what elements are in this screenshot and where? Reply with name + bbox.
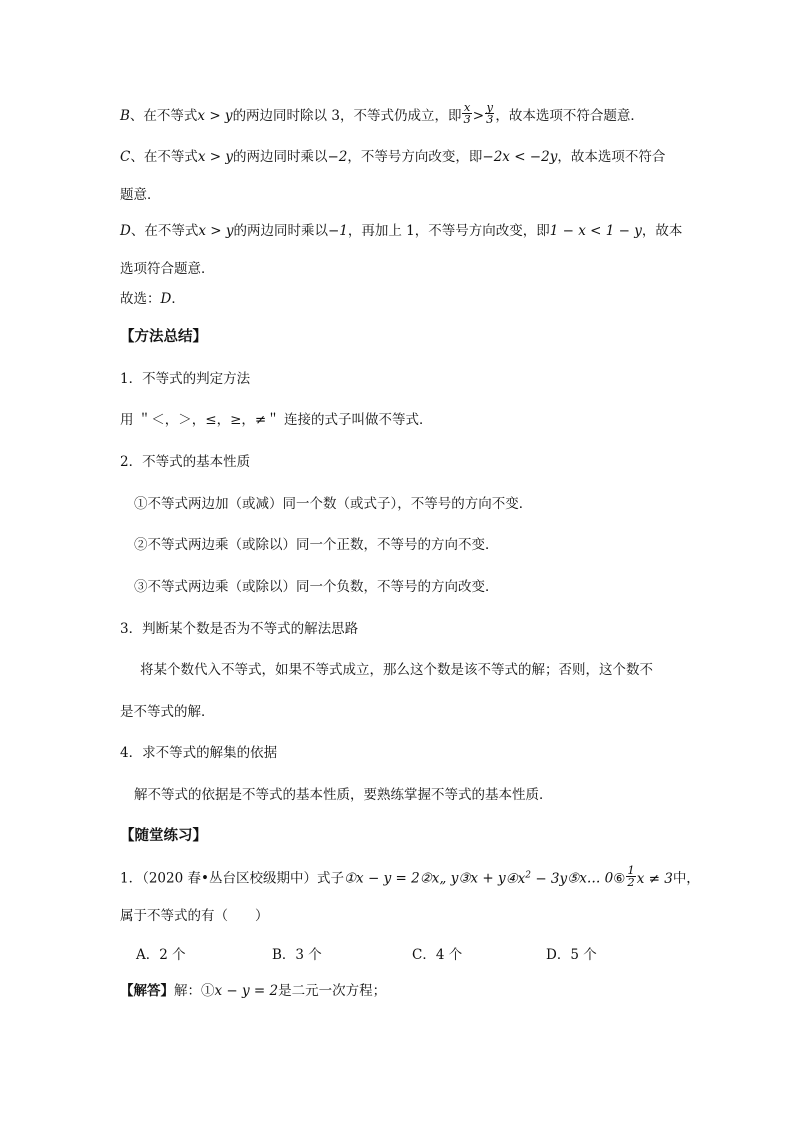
expression-3: ③x + y xyxy=(458,870,506,887)
expression-1: ①x − y = 2 xyxy=(343,870,420,887)
method-item-2-point-3: ③不等式两边乘（或除以）同一个负数，不等号的方向改变． xyxy=(134,579,499,595)
method-item-3-text-cont: 是不等式的解． xyxy=(120,704,215,720)
answer-choice-line: 故选：D． xyxy=(120,291,185,307)
fraction-x-over-3: $\frac{x}{3}$ xyxy=(463,100,471,126)
method-item-4-text: 解不等式的依据是不等式的基本性质，要熟练掌握不等式的基本性质． xyxy=(134,787,553,803)
method-item-2-point-1: ①不等式两边加（或减）同一个数（或式子），不等号的方向不变． xyxy=(134,496,533,512)
practice-heading: 【随堂练习】 xyxy=(120,827,207,844)
fraction-one-half: $\frac{1}{2}$ xyxy=(627,862,635,889)
expression-6: ⑥ $\frac{1}{2}$ x ≠ 3 xyxy=(613,862,673,889)
expression-5: ⑤x… 0 xyxy=(567,870,614,887)
fraction-y-over-3: $\frac{y}{3}$ xyxy=(486,100,494,126)
method-item-1-title: 1．不等式的判定方法 xyxy=(120,371,251,387)
method-item-4-title: 4．求不等式的解集的依据 xyxy=(120,745,278,761)
method-item-3-text: 将某个数代入不等式，如果不等式成立，那么这个数是该不等式的解；否则，这个数不 xyxy=(140,662,653,678)
option-a: A．2 个 xyxy=(136,947,186,963)
answer-label: 【解答】 xyxy=(120,983,174,999)
solution-d-line: D、在不等式x > y的两边同时乘以−1，再加上 1，不等号方向改变，即1 − x < 1 − y，故本 xyxy=(120,223,683,239)
option-letter-b: B xyxy=(120,108,130,124)
option-letter-c: C xyxy=(120,149,131,165)
expression-4: $④x^2 - 3y$ xyxy=(505,870,568,887)
option-b: B．3 个 xyxy=(272,947,322,963)
method-summary-heading: 【方法总结】 xyxy=(120,328,207,345)
method-item-2-point-2: ②不等式两边乘（或除以）同一个正数，不等号的方向不变． xyxy=(134,537,499,553)
solution-c-line-cont: 题意． xyxy=(120,187,161,203)
solution-b-line: B、在不等式x > y的两边同时除以 3，不等式仍成立，即 $\frac{x}{3}$ > $\frac{y}{3}$ ，故本选项不符合题意． xyxy=(120,100,644,126)
answer-line: 【解答】解：①x − y = 2是二元一次方程； xyxy=(120,983,387,999)
question-1-prompt: 属于不等式的有（ ） xyxy=(120,908,269,924)
method-item-1-text: 用 ＂＜，＞，≤，≥，≠＂ 连接的式子叫做不等式． xyxy=(120,412,433,428)
option-letter-d: D xyxy=(120,223,131,239)
solution-c-line: C、在不等式x > y的两边同时乘以−2，不等号方向改变，即−2x < −2y，故本选项不符合 xyxy=(120,149,666,165)
solution-d-line-cont: 选项符合题意． xyxy=(120,261,215,277)
option-d: D．5 个 xyxy=(546,947,597,963)
option-c: C．4 个 xyxy=(412,947,463,963)
expression-2: ②x„ y xyxy=(419,870,459,887)
question-1-line: 1．（2020 春•丛台区校级期中）式子①x − y = 2②x„ y③x + $y④x^2$ − 3y⑤x… 0⑥ $\frac{1}{2}$ x ≠ 3中， xyxy=(120,862,700,889)
method-item-2-title: 2．不等式的基本性质 xyxy=(120,454,251,470)
method-item-3-title: 3．判断某个数是否为不等式的解法思路 xyxy=(120,621,359,637)
